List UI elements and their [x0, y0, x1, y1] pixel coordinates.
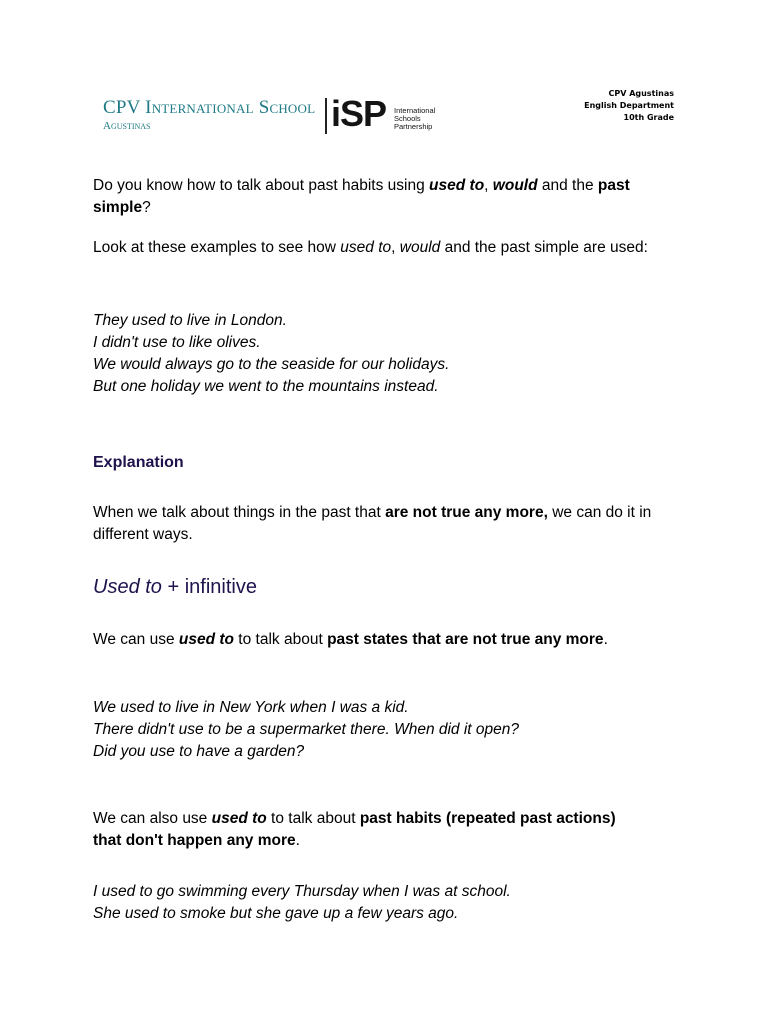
example-line: I didn't use to like olives. — [93, 334, 261, 351]
example-line: There didn't use to be a supermarket there. When did it open? — [93, 721, 520, 738]
intro-look: Look at these examples to see how used to, would and the past simple are used: — [93, 239, 648, 256]
school-subtitle: Agustinas — [103, 120, 151, 132]
explanation-paragraph: When we talk about things in the past that are not true any more, we can do it in different ways. — [93, 504, 652, 543]
isp-logo: iSP — [331, 93, 387, 134]
isp-logo-subtitle: International Schools Partnership — [394, 106, 436, 131]
example-line: We used to live in New York when I was a kid. — [93, 699, 409, 716]
logo-divider — [325, 98, 327, 134]
school-logo — [103, 97, 315, 132]
examples-list-1 — [93, 310, 683, 398]
header-corner-info — [584, 88, 674, 124]
example-line: They used to live in London. — [93, 312, 287, 329]
used-to-paragraph-1: We can use used to to talk about past states that are not true any more. — [93, 631, 608, 648]
example-line: But one holiday we went to the mountains instead. — [93, 378, 439, 395]
example-line: Did you use to have a garden? — [93, 743, 305, 760]
corner-grade: 10th Grade — [623, 113, 674, 122]
examples-list-2 — [93, 697, 683, 763]
example-line: I used to go swimming every Thursday when I was at school. — [93, 883, 511, 900]
used-to-paragraph-2: We can also use used to to talk about past habits (repeated past actions) that don't happen any more. — [93, 810, 616, 849]
explanation-heading: Explanation — [93, 454, 184, 471]
intro-question: Do you know how to talk about past habits using used to, would and the past simple? — [93, 177, 630, 216]
corner-department: English Department — [584, 101, 674, 110]
example-line: We would always go to the seaside for our holidays. — [93, 356, 450, 373]
example-line: She used to smoke but she gave up a few years ago. — [93, 905, 459, 922]
examples-list-3 — [93, 881, 683, 925]
school-name: CPV International School — [103, 97, 316, 118]
used-to-heading: Used to + infinitive — [93, 576, 257, 598]
corner-school: CPV Agustinas — [608, 89, 674, 98]
